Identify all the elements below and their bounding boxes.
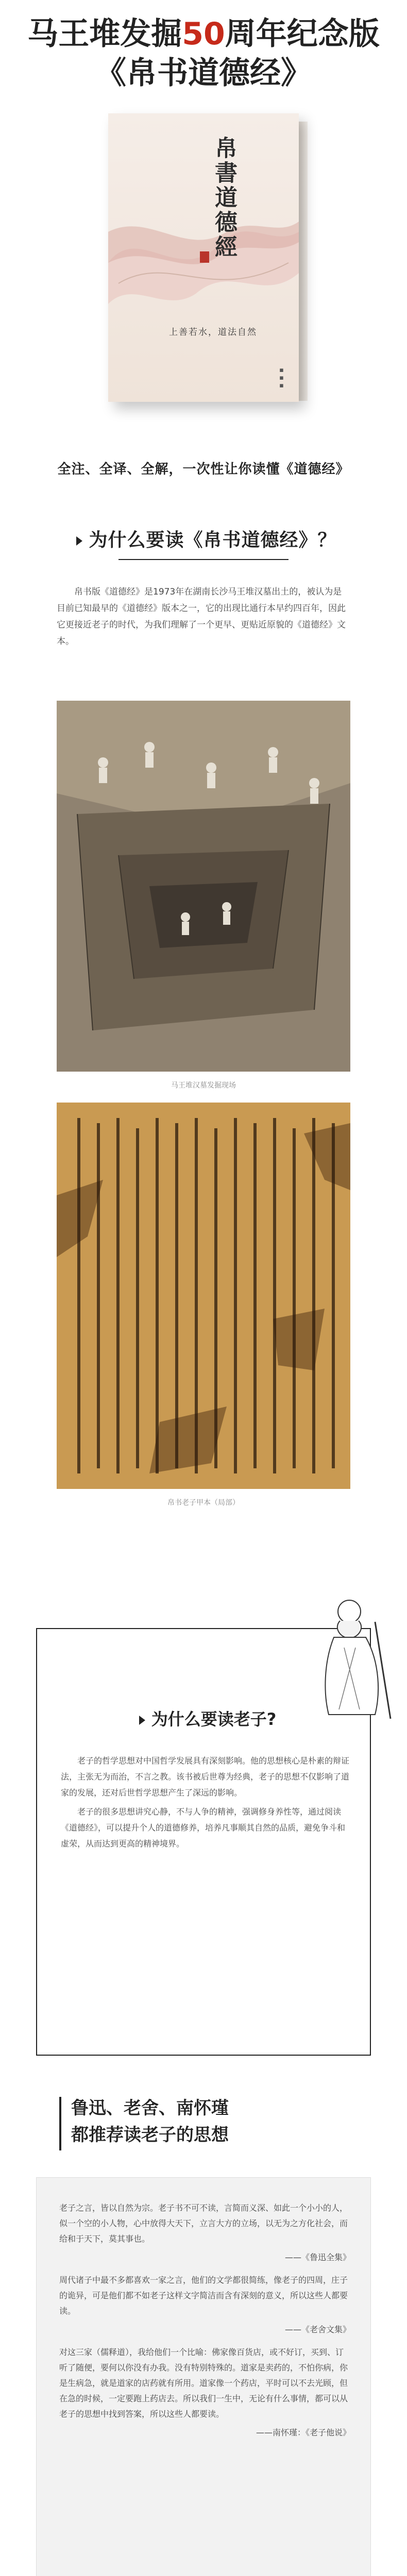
why-silk-heading-text: 为什么要读《帛书道德经》？ [89,530,337,551]
silk-manuscript-caption: 帛书老子甲本（局部） [167,1499,240,1507]
silk-manuscript-photo [57,1103,350,1489]
why-laozi-paragraph-1: 老子的哲学思想对中国哲学发展具有深刻影响。他的思想核心是朴素的辩证法，主张无为而治，不言之教。该书被后世尊为经典，老子的思想不仅影响了道家的发展，还对后世哲学思想产生了深远的影响。 [61,1756,350,1798]
heading-bar [59,2097,61,2150]
hero-title-suffix: 周年纪念版 [225,16,380,52]
quotes-card [36,2177,371,2576]
quotes-heading [71,2095,229,2148]
hero-title-prefix: 马王堆发掘 [27,16,182,52]
hero-title [0,0,407,93]
quote-lao-she: 周代诸子中最不多都喜欢一家之言，他们的文学都很简练，像老子的四周，庄子的诡异，可是他们都不如老子这样文字简洁而含有深刻的意义，所以这些人都要读。 [59,2275,348,2316]
arrow-right-icon [76,536,82,546]
quote-nan-huaijin-source: ——南怀瑾：《老子他说》 [256,2428,351,2437]
quotes-heading-line1: 鲁迅、老舍、南怀瑾 [71,2098,229,2119]
heading-underline [118,559,289,560]
quotes-heading-line2: 都推荐读老子的思想 [71,2125,229,2145]
excavation-photo [57,701,350,1072]
excavation-caption: 马王堆汉墓发掘现场 [171,1081,236,1090]
quote-lu-xun: 老子之言，皆以自然为宗。老子书不可不读，言简而义深、如此一个小小的人，似一个空的小人物，心中放得大天下，立言大方的立场，以无为之方化社会，而给和于天下，莫其事也。 [59,2203,348,2244]
excavation-illustration [57,701,350,1072]
why-laozi-paragraph-2: 老子的很多思想讲究心静，不与人争的精神，强调修身养性等，通过阅读《道德经》，可以提升个人的道德修养，培养凡事顺其自然的品质，避免争斗和虚荣，从而达到更高的精神境界。 [61,1807,346,1849]
quotes-body [59,2200,351,2448]
cover-quote: 上善若水，道法自然 [169,327,257,337]
hero-title-number: 50 [182,16,225,52]
laozi-sketch-icon [308,1591,396,1720]
cover-title-text: 帛書道德經 [211,136,237,260]
quotes-section [0,2076,407,2576]
quote-lu-xun-source: ——《鲁迅全集》 [284,2252,351,2262]
why-laozi-heading-text: 为什么要读老子? [151,1709,277,1729]
arrow-right-icon [139,1716,145,1725]
book-cover-image [108,113,299,402]
hero-title-line2: 《帛书道德经》 [95,55,312,91]
cover-publisher-mark: ▪▪▪ [278,366,285,389]
cover-seal [200,251,209,263]
quote-lao-she-source: ——《老舍文集》 [284,2325,351,2334]
why-laozi-section [0,1582,407,2076]
hero-tagline: 全注、全译、全解，一次性让你读懂《道德经》 [57,462,350,477]
hero-section [0,0,407,505]
why-silk-heading [0,526,407,560]
silk-manuscript-illustration [57,1103,350,1489]
why-silk-body: 帛书版《道德经》是1973年在湖南长沙马王堆汉墓出土的，被认为是目前已知最早的《道德经》版本之一，它的出现比通行本早约四百年，因此它更接近老子的时代，为我们理解了一个更早、更贴近原貌的《道德经》文本。 [57,587,346,647]
why-laozi-body [61,1753,349,1855]
why-silk-section [0,505,407,1582]
quote-nan-huaijin: 对这三家（儒释道），我给他们一个比喻：佛家像百货店，或不好订，买到、订听了随便，要何以你没有办我。没有特别特殊的。道家是卖药的，不怕你病，你是生病急，就是道家的店药就有所用。道家像一个药店，平时可以不去光顾，但在急的时候，一定要跑上药店去。所以我们一生中，无论有什么事情，都可以从老子的思想中找到答案，所以这些人都要读。 [59,2347,348,2419]
